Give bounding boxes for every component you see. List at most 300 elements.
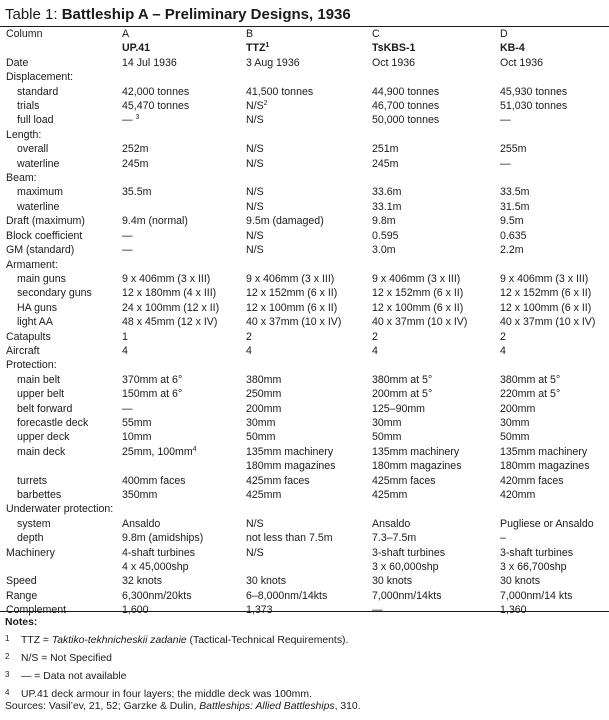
cell-value: 12 x 100mm (6 x II) bbox=[372, 301, 464, 314]
row-label: light AA bbox=[17, 316, 53, 329]
cell-c bbox=[371, 546, 499, 560]
table-row bbox=[0, 402, 609, 416]
cell-c bbox=[371, 171, 499, 185]
cell-value: 46,700 tonnes bbox=[372, 100, 440, 113]
row-label: Length: bbox=[6, 128, 42, 141]
cell-value: 50mm bbox=[246, 431, 276, 444]
cell-d bbox=[499, 142, 609, 156]
cell-value: 48 x 45mm (12 x IV) bbox=[122, 316, 218, 329]
cell-value: 380mm at 5° bbox=[500, 373, 561, 386]
cell-d bbox=[499, 286, 609, 300]
cell-value: 220mm at 5° bbox=[500, 388, 561, 401]
note-number: 3 bbox=[5, 670, 10, 679]
cell-d bbox=[499, 315, 609, 329]
cell-c bbox=[371, 560, 499, 574]
cell-value: 180mm magazines bbox=[372, 460, 462, 473]
cell-a bbox=[121, 315, 245, 329]
table-row bbox=[0, 416, 609, 430]
cell-value: 42,000 tonnes bbox=[122, 85, 190, 98]
cell-value: 12 x 100mm (6 x II) bbox=[500, 301, 592, 314]
row-label: waterline bbox=[17, 200, 60, 213]
cell-c bbox=[371, 214, 499, 228]
cell-value: 420mm faces bbox=[500, 474, 564, 487]
row-label: Machinery bbox=[6, 546, 55, 559]
section-header-row bbox=[0, 128, 609, 142]
cell-value: not less than 7.5m bbox=[246, 532, 333, 545]
cell-value: — bbox=[122, 229, 133, 242]
table-row bbox=[0, 459, 609, 473]
cell-value: 33.5m bbox=[500, 186, 530, 199]
table-row bbox=[0, 243, 609, 257]
cell-d bbox=[499, 70, 609, 84]
row-label: main guns bbox=[17, 272, 66, 285]
cell-value: 7,000nm/14 kts bbox=[500, 589, 573, 602]
row-label: main belt bbox=[17, 373, 60, 386]
cell-c bbox=[371, 517, 499, 531]
cell-c bbox=[371, 56, 499, 70]
table-row bbox=[0, 517, 609, 531]
cell-d bbox=[499, 560, 609, 574]
cell-c bbox=[371, 113, 499, 127]
row-label: Aircraft bbox=[6, 344, 40, 357]
table-row bbox=[0, 229, 609, 243]
row-label: Range bbox=[6, 589, 38, 602]
table-row bbox=[0, 272, 609, 286]
sources-prefix: Sources: Vasil’ev, 21, 52; Garzke & Dulin, bbox=[5, 701, 200, 712]
table-row bbox=[0, 185, 609, 199]
table-row bbox=[0, 200, 609, 214]
cell-value: 12 x 152mm (6 x II) bbox=[372, 287, 464, 300]
notes-list bbox=[5, 631, 605, 703]
cell-value: 4 bbox=[246, 344, 252, 357]
cell-value: 125–90mm bbox=[372, 402, 425, 415]
sources-title: Battleships: Allied Battleships bbox=[199, 701, 335, 712]
cell-c bbox=[371, 315, 499, 329]
cell-a bbox=[121, 502, 245, 516]
cell-value: 24 x 100mm (12 x II) bbox=[122, 301, 220, 314]
row-label: Armament: bbox=[6, 258, 58, 271]
table-row bbox=[0, 574, 609, 588]
section-header-row bbox=[0, 358, 609, 372]
row-label: waterline bbox=[17, 157, 60, 170]
cell-a bbox=[121, 402, 245, 416]
cell-value: 30mm bbox=[372, 416, 402, 429]
cell-value: 7.3–7.5m bbox=[372, 532, 417, 545]
row-label: HA guns bbox=[17, 301, 58, 314]
cell-value: 200mm at 5° bbox=[372, 388, 433, 401]
cell-value: 425mm bbox=[246, 489, 282, 501]
cell-value: 2.2m bbox=[500, 244, 524, 257]
cell-value: 30 knots bbox=[246, 575, 287, 588]
cell-value: N/S bbox=[246, 517, 264, 530]
cell-a bbox=[121, 531, 245, 545]
cell-c bbox=[371, 128, 499, 142]
cell-d bbox=[499, 85, 609, 99]
cell-b bbox=[245, 344, 371, 358]
note-text: UP.41 deck armour in four layers; the middle deck was 100mm. bbox=[21, 689, 312, 700]
cell-d bbox=[499, 589, 609, 603]
cell-d bbox=[499, 214, 609, 228]
footnote-ref: 3 bbox=[135, 114, 140, 122]
cell-d bbox=[499, 330, 609, 344]
column-header-row bbox=[0, 27, 609, 41]
cell-value: 9 x 406mm (3 x III) bbox=[122, 272, 211, 285]
section-header-row bbox=[0, 258, 609, 272]
cell-d bbox=[499, 445, 609, 459]
cell-value: 12 x 152mm (6 x II) bbox=[500, 287, 592, 300]
cell-value: 3 Aug 1936 bbox=[246, 56, 300, 69]
cell-b bbox=[245, 502, 371, 516]
cell-c bbox=[371, 488, 499, 502]
cell-b bbox=[245, 301, 371, 315]
cell-a bbox=[121, 113, 245, 127]
cell-b bbox=[245, 113, 371, 127]
cell-value: 370mm at 6° bbox=[122, 373, 183, 386]
cell-b bbox=[245, 531, 371, 545]
note-number: 1 bbox=[5, 634, 10, 643]
cell-value: 4 bbox=[500, 344, 506, 357]
model-label bbox=[0, 41, 121, 55]
table-row bbox=[0, 488, 609, 502]
cell-value: 40 x 37mm (10 x IV) bbox=[500, 316, 596, 329]
cell-d bbox=[499, 474, 609, 488]
cell-value: 41,500 tonnes bbox=[246, 85, 314, 98]
cell-b bbox=[245, 315, 371, 329]
cell-a bbox=[121, 214, 245, 228]
cell-d bbox=[499, 99, 609, 113]
cell-value: 2 bbox=[372, 330, 378, 343]
cell-d bbox=[499, 56, 609, 70]
cell-a bbox=[121, 301, 245, 315]
cell-value: 44,900 tonnes bbox=[372, 85, 440, 98]
model-row bbox=[0, 41, 609, 55]
model-a: UP.41 bbox=[122, 42, 151, 55]
cell-value: 245m bbox=[372, 157, 399, 170]
cell-d bbox=[499, 171, 609, 185]
table-row bbox=[0, 531, 609, 545]
cell-a bbox=[121, 56, 245, 70]
design-table bbox=[0, 27, 609, 618]
cell-b bbox=[245, 402, 371, 416]
table-row bbox=[0, 142, 609, 156]
cell-c bbox=[371, 416, 499, 430]
cell-a bbox=[121, 488, 245, 502]
cell-a bbox=[121, 560, 245, 574]
row-label: upper deck bbox=[17, 431, 70, 444]
cell-d bbox=[499, 387, 609, 401]
table-row bbox=[0, 373, 609, 387]
table-row bbox=[0, 430, 609, 444]
cell-value: N/S bbox=[246, 157, 264, 170]
cell-b bbox=[245, 387, 371, 401]
cell-b bbox=[245, 185, 371, 199]
notes-section bbox=[5, 615, 605, 703]
cell-value: 255m bbox=[500, 143, 527, 156]
cell-value: 9.5m bbox=[500, 215, 524, 228]
row-label: full load bbox=[17, 114, 54, 127]
model-b-text: TTZ bbox=[246, 42, 266, 55]
cell-c bbox=[371, 243, 499, 257]
cell-value: 9 x 406mm (3 x III) bbox=[372, 272, 461, 285]
cell-b bbox=[245, 56, 371, 70]
cell-c bbox=[371, 258, 499, 272]
row-label: Displacement: bbox=[6, 71, 74, 84]
cell-d bbox=[499, 272, 609, 286]
cell-c bbox=[371, 330, 499, 344]
cell-value: 4 x 45,000shp bbox=[122, 561, 189, 574]
cell-value: 31.5m bbox=[500, 200, 530, 213]
cell-value: 150mm at 6° bbox=[122, 388, 183, 401]
cell-value: 6–8,000nm/14kts bbox=[246, 589, 328, 602]
cell-value: 4 bbox=[372, 344, 378, 357]
model-b bbox=[245, 41, 371, 55]
cell-b bbox=[245, 70, 371, 84]
cell-value: 2 bbox=[246, 330, 252, 343]
note-item bbox=[5, 667, 605, 685]
cell-value: 180mm magazines bbox=[246, 460, 336, 473]
cell-value: Pugliese or Ansaldo bbox=[500, 517, 594, 530]
cell-value: 9.8m (amidships) bbox=[122, 532, 204, 545]
row-label: upper belt bbox=[17, 388, 65, 401]
column-a: A bbox=[122, 28, 130, 40]
note-text: N/S = Not Specified bbox=[21, 653, 112, 664]
cell-d bbox=[499, 301, 609, 315]
column-b: B bbox=[246, 28, 254, 40]
cell-value: 420mm bbox=[500, 489, 536, 501]
cell-c bbox=[371, 474, 499, 488]
cell-value: 33.1m bbox=[372, 200, 402, 213]
table-row bbox=[0, 445, 609, 459]
cell-value: 50mm bbox=[372, 431, 402, 444]
cell-value: 35.5m bbox=[122, 186, 152, 199]
cell-b bbox=[245, 272, 371, 286]
note-text: TTZ = bbox=[21, 635, 52, 646]
cell-value: N/S bbox=[246, 546, 264, 559]
cell-d bbox=[499, 243, 609, 257]
cell-a bbox=[121, 330, 245, 344]
cell-b bbox=[245, 546, 371, 560]
cell-a bbox=[121, 185, 245, 199]
table-row bbox=[0, 157, 609, 171]
cell-d bbox=[499, 402, 609, 416]
cell-value: — bbox=[122, 114, 136, 127]
cell-c bbox=[371, 531, 499, 545]
cell-value: — bbox=[500, 157, 511, 170]
cell-a bbox=[121, 546, 245, 560]
cell-value: N/S bbox=[246, 229, 264, 242]
cell-b bbox=[245, 142, 371, 156]
column-d: D bbox=[500, 28, 508, 40]
cell-b bbox=[245, 171, 371, 185]
cell-value: 135mm machinery bbox=[246, 445, 334, 458]
cell-b bbox=[245, 358, 371, 372]
cell-a bbox=[121, 229, 245, 243]
cell-c bbox=[371, 200, 499, 214]
cell-a bbox=[121, 430, 245, 444]
cell-value: 3 x 60,000shp bbox=[372, 561, 439, 574]
cell-a bbox=[121, 142, 245, 156]
cell-c bbox=[371, 387, 499, 401]
cell-d bbox=[499, 502, 609, 516]
cell-c bbox=[371, 402, 499, 416]
cell-b bbox=[245, 459, 371, 473]
cell-a bbox=[121, 373, 245, 387]
row-label: depth bbox=[17, 532, 44, 545]
note-number: 2 bbox=[5, 652, 10, 661]
cell-d bbox=[499, 258, 609, 272]
cell-c bbox=[371, 85, 499, 99]
row-label bbox=[0, 459, 121, 473]
cell-b bbox=[245, 574, 371, 588]
table-number: Table 1: bbox=[5, 6, 62, 23]
row-label: GM (standard) bbox=[6, 244, 75, 257]
cell-value: 30mm bbox=[246, 416, 276, 429]
cell-c bbox=[371, 445, 499, 459]
cell-value: N/S bbox=[246, 143, 264, 156]
row-label bbox=[0, 560, 121, 574]
cell-value: 4 bbox=[122, 344, 128, 357]
cell-value: 45,930 tonnes bbox=[500, 85, 568, 98]
cell-value: 30 knots bbox=[500, 575, 541, 588]
cell-c bbox=[371, 344, 499, 358]
cell-a bbox=[121, 70, 245, 84]
cell-b bbox=[245, 560, 371, 574]
cell-value: 251m bbox=[372, 143, 399, 156]
cell-b bbox=[245, 157, 371, 171]
cell-value: Oct 1936 bbox=[372, 56, 415, 69]
cell-a bbox=[121, 286, 245, 300]
cell-value: 7,000nm/14kts bbox=[372, 589, 442, 602]
cell-value: — bbox=[500, 114, 511, 127]
cell-a bbox=[121, 387, 245, 401]
cell-d bbox=[499, 488, 609, 502]
cell-b bbox=[245, 85, 371, 99]
cell-c bbox=[371, 459, 499, 473]
row-label: Underwater protection: bbox=[6, 503, 114, 516]
row-label: trials bbox=[17, 100, 40, 113]
cell-value: N/S bbox=[246, 100, 264, 113]
cell-value: N/S bbox=[246, 114, 264, 127]
cell-b bbox=[245, 258, 371, 272]
cell-a bbox=[121, 128, 245, 142]
cell-value: 50mm bbox=[500, 431, 530, 444]
cell-value: 40 x 37mm (10 x IV) bbox=[246, 316, 342, 329]
note-item bbox=[5, 631, 605, 649]
row-label: belt forward bbox=[17, 402, 73, 415]
row-label: secondary guns bbox=[17, 287, 92, 300]
row-label: Block coefficient bbox=[6, 229, 83, 242]
cell-value: 4-shaft turbines bbox=[122, 546, 196, 559]
cell-value: 50,000 tonnes bbox=[372, 114, 440, 127]
cell-c bbox=[371, 301, 499, 315]
model-c: TsKBS-1 bbox=[372, 42, 416, 55]
cell-value: 45,470 tonnes bbox=[122, 100, 190, 113]
cell-value: 3-shaft turbines bbox=[372, 546, 446, 559]
table-row bbox=[0, 560, 609, 574]
row-label: forecastle deck bbox=[17, 416, 89, 429]
cell-a bbox=[121, 474, 245, 488]
cell-value: 180mm magazines bbox=[500, 460, 590, 473]
cell-c bbox=[371, 185, 499, 199]
table-title-text: Battleship A – Preliminary Designs, 1936 bbox=[61, 6, 351, 23]
cell-a bbox=[121, 99, 245, 113]
cell-a bbox=[121, 445, 245, 459]
cell-value: 200mm bbox=[246, 402, 282, 415]
cell-b bbox=[245, 488, 371, 502]
cell-value: 380mm bbox=[246, 373, 282, 386]
cell-value: 25mm, 100mm bbox=[122, 445, 193, 458]
note-text: — = Data not available bbox=[21, 671, 127, 682]
row-label: overall bbox=[17, 143, 49, 156]
table-row bbox=[0, 344, 609, 358]
column-c: C bbox=[372, 28, 380, 40]
cell-c bbox=[371, 574, 499, 588]
row-label: turrets bbox=[17, 474, 48, 487]
cell-a bbox=[121, 574, 245, 588]
cell-c bbox=[371, 358, 499, 372]
table-row bbox=[0, 85, 609, 99]
table-row bbox=[0, 546, 609, 560]
cell-value: 9.4m (normal) bbox=[122, 215, 188, 228]
cell-value: 12 x 180mm (4 x III) bbox=[122, 287, 217, 300]
cell-b bbox=[245, 200, 371, 214]
row-label: Complement bbox=[6, 604, 67, 617]
cell-value: 9.8m bbox=[372, 215, 396, 228]
cell-c bbox=[371, 70, 499, 84]
row-label: standard bbox=[17, 85, 59, 98]
cell-value: 40 x 37mm (10 x IV) bbox=[372, 316, 468, 329]
cell-c bbox=[371, 142, 499, 156]
cell-c bbox=[371, 286, 499, 300]
cell-value: 1,600 bbox=[122, 604, 149, 617]
cell-value: N/S bbox=[246, 200, 264, 213]
cell-b bbox=[245, 330, 371, 344]
cell-d bbox=[499, 358, 609, 372]
cell-value: 2 bbox=[500, 330, 506, 343]
cell-value: 12 x 100mm (6 x II) bbox=[246, 301, 338, 314]
cell-b bbox=[245, 128, 371, 142]
cell-b bbox=[245, 517, 371, 531]
cell-c bbox=[371, 589, 499, 603]
cell-b bbox=[245, 229, 371, 243]
section-header-row bbox=[0, 502, 609, 516]
table-row bbox=[0, 474, 609, 488]
row-label: Speed bbox=[6, 575, 37, 588]
row-label: system bbox=[17, 517, 51, 530]
cell-value: 1,360 bbox=[500, 604, 527, 617]
cell-value: 14 Jul 1936 bbox=[122, 56, 177, 69]
cell-value: 30 knots bbox=[372, 575, 413, 588]
cell-c bbox=[371, 502, 499, 516]
cell-value: 9.5m (damaged) bbox=[246, 215, 324, 228]
cell-a bbox=[121, 243, 245, 257]
cell-value: 245m bbox=[122, 157, 149, 170]
cell-d bbox=[499, 416, 609, 430]
cell-d bbox=[499, 128, 609, 142]
note-rest: (Tactical-Technical Requirements). bbox=[186, 635, 349, 646]
cell-a bbox=[121, 272, 245, 286]
cell-value: 425mm bbox=[372, 489, 408, 501]
cell-d bbox=[499, 200, 609, 214]
cell-b bbox=[245, 286, 371, 300]
column-label: Column bbox=[6, 28, 43, 40]
table-row bbox=[0, 330, 609, 344]
cell-c bbox=[371, 157, 499, 171]
row-label: Catapults bbox=[6, 330, 51, 343]
cell-a bbox=[121, 416, 245, 430]
cell-a bbox=[121, 358, 245, 372]
cell-value: Oct 1936 bbox=[500, 56, 543, 69]
